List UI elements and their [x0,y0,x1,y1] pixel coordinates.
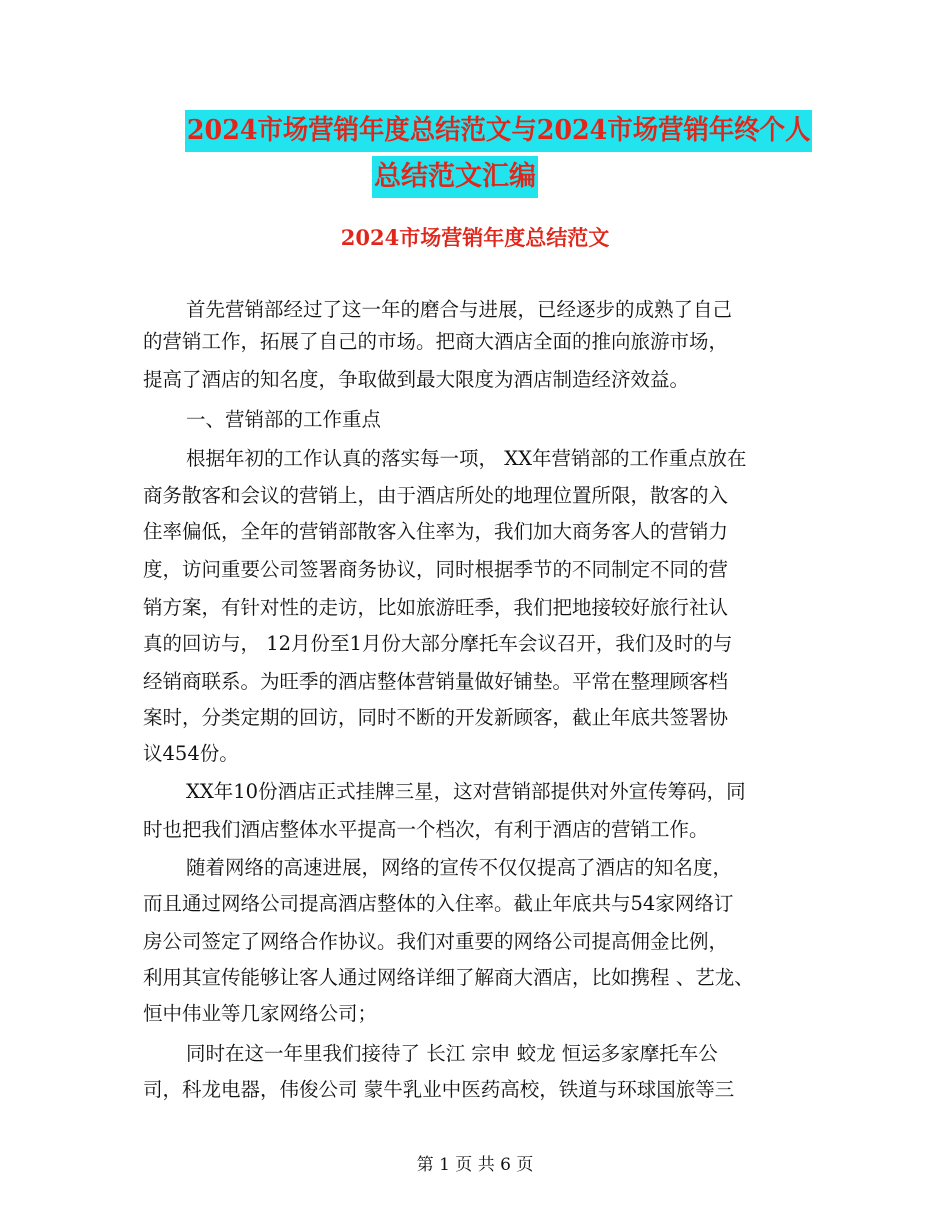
text-line: 度，访问重要公司签署商务协议，同时根据季节的不同制定不同的营 [143,558,729,581]
text-line: 提高了酒店的知名度，争取做到最大限度为酒店制造经济效益。 [143,368,690,391]
text-line: 首先营销部经过了这一年的磨合与进展，已经逐步的成熟了自己 [186,298,733,321]
text-line: 一、营销部的工作重点 [186,408,382,431]
title-line-1: 2024市场营销年度总结范文与2024市场营销年终个人 [185,110,812,152]
text-line: 根据年初的工作认真的落实每一项， XX年营销部的工作重点放在 [186,447,747,470]
text-line: 同时在这一年里我们接待了 长江 宗申 蛟龙 恒运多家摩托车公 [186,1042,718,1065]
text-line: 经销商联系。为旺季的酒店整体营销量做好铺垫。平常在整理顾客档 [143,670,729,693]
text-line: 利用其宣传能够让客人通过网络详细了解商大酒店，比如携程 、艺龙、 [143,966,754,989]
page-number: 第 1 页 共 6 页 [416,1155,534,1175]
text-line: 随着网络的高速进展，网络的宣传不仅仅提高了酒店的知名度， [186,856,733,879]
text-line: 住率偏低，全年的营销部散客入住率为，我们加大商务客人的营销力 [143,520,729,543]
text-line: 商务散客和会议的营销上，由于酒店所处的地理位置所限，散客的入 [143,484,729,507]
text-line: 时也把我们酒店整体水平提高一个档次，有利于酒店的营销工作。 [143,818,709,841]
text-line: 的营销工作，拓展了自己的市场。把商大酒店全面的推向旅游市场， [143,330,729,353]
text-line: 而且通过网络公司提高酒店整体的入住率。截止年底共与54家网络订 [143,892,734,915]
text-line: 恒中伟业等几家网络公司； [143,1002,378,1025]
text-line: 销方案，有针对性的走访，比如旅游旺季，我们把地接较好旅行社认 [143,596,729,619]
text-line: 案时，分类定期的回访，同时不断的开发新顾客，截止年底共签署协 [143,706,729,729]
text-line: 房公司签定了网络合作协议。我们对重要的网络公司提高佣金比例， [143,930,729,953]
title-line-2: 总结范文汇编 [372,156,538,198]
section-heading: 2024市场营销年度总结范文 [340,225,610,250]
text-line: 真的回访与， 12月份至1月份大部分摩托车会议召开，我们及时的与 [143,632,733,655]
text-line: 司，科龙电器，伟俊公司 蒙牛乳业中医药高校，铁道与环球国旅等三 [143,1078,735,1101]
text-line: 议454份。 [143,742,239,765]
text-line: XX年10份酒店正式挂牌三星，这对营销部提供对外宣传筹码，同 [186,780,746,803]
